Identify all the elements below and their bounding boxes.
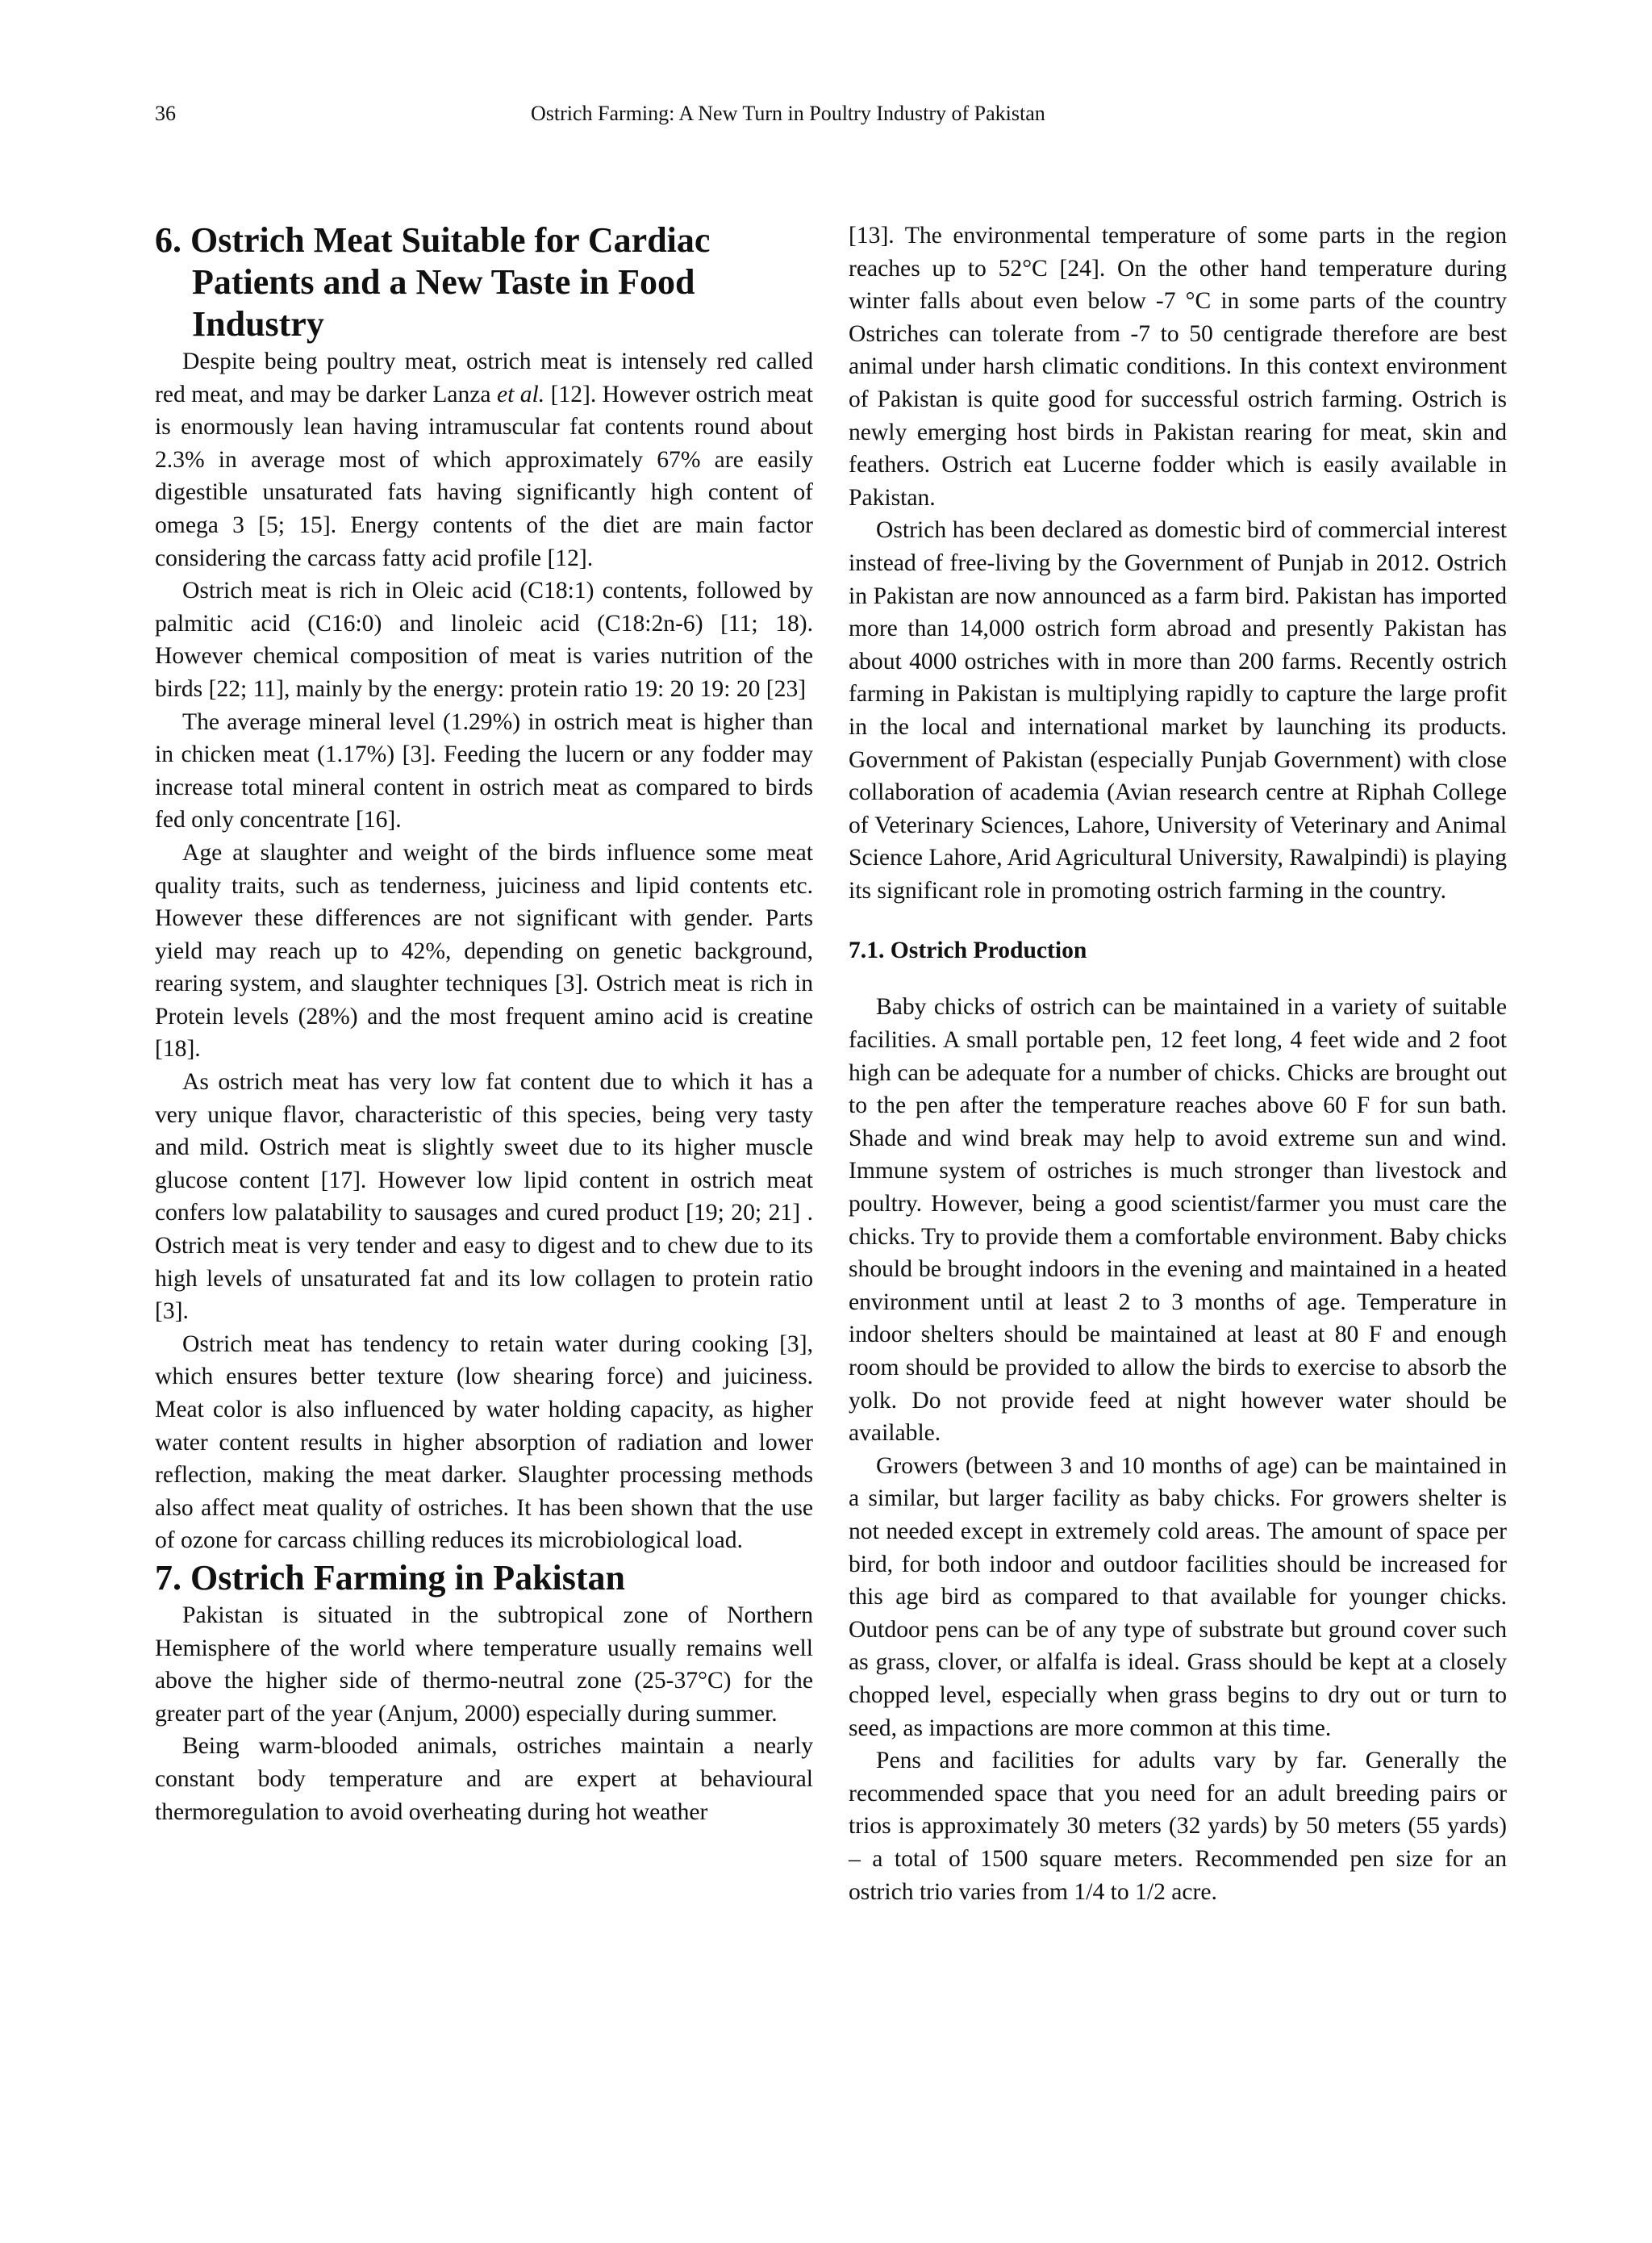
section-7-1-heading: 7.1. Ostrich Production	[849, 938, 1087, 964]
section-6-paragraph-4: Age at slaughter and weight of the birds influence some meat quality traits, such as tenderness, juiciness and lipid contents etc. However these differences are not significant with gender. Parts yield may reach up to 42%, depending on genetic background, rearing system, and slaughter techniques [3]. Ostrich meat is rich in Protein levels (28%) and the most frequent amino acid is creatine [18].	[155, 839, 813, 1063]
section-7-paragraph-2-continued: [13]. The environmental temperature of some parts in the region reaches up to 52°C [24]. On the other hand temperature during winter falls about even below -7 °C in some parts of the country Ostriches can tolerate from -7 to 50 centigrade therefore are best animal under harsh climatic conditions. In this context environment of Pakistan is quite good for successful ostrich farming. Ostrich is newly emerging host birds in Pakistan rearing for meat, skin and feathers. Ostrich eat Lucerne fodder which is easily available in Pakistan.	[849, 223, 1507, 511]
right-column	[849, 219, 1507, 1908]
section-7-1-paragraph-1: Baby chicks of ostrich can be maintained in a variety of suitable facilities. A small portable pen, 12 feet long, 4 feet wide and 2 foot high can be adequate for a number of chicks. Chicks are brought out to the pen after the temperature reaches above 60 F for sun bath. Shade and wind break may help to avoid extreme sun and wind. Immune system of ostriches is much stronger than livestock and poultry. However, being a good scientist/farmer you must care the chicks. Try to provide them a comfortable environment. Baby chicks should be brought indoors in the evening and maintained in a heated environment until at least 2 to 3 months of age. Temperature in indoor shelters should be maintained at least at 80 F and enough room should be provided to allow the birds to exercise to absorb the yolk. Do not provide feed at night however water should be available.	[849, 994, 1507, 1447]
section-6-paragraph-2: Ostrich meat is rich in Oleic acid (C18:1) contents, followed by palmitic acid (C16:0) and linoleic acid (C18:2n-6) [11; 18). However chemical composition of meat is varies nutrition of the birds [22; 11], mainly by the energy: protein ratio 19: 20 19: 20 [23]	[155, 578, 813, 702]
section-7-paragraph-3: Ostrich has been declared as domestic bird of commercial interest instead of free-living by the Government of Punjab in 2012. Ostrich in Pakistan are now announced as a farm bird. Pakistan has imported more than 14,000 ostrich form abroad and presently Pakistan has about 4000 ostriches with in more than 200 farms. Recently ostrich farming in Pakistan is multiplying rapidly to capture the large profit in the local and international market by launching its products. Government of Pakistan (especially Punjab Government) with close collaboration of academia (Avian research centre at Riphah College of Veterinary Sciences, Lahore, University of Veterinary and Animal Science Lahore, Arid Agricultural University, Rawalpindi) is playing its significant role in promoting ostrich farming in the country.	[849, 517, 1507, 904]
section-6-heading: 6. Ostrich Meat Suitable for Cardiac Patients and a New Taste in Food Industry	[155, 220, 711, 344]
running-title: Ostrich Farming: A New Turn in Poultry Industry of Pakistan	[531, 102, 1045, 125]
et-al: et al.	[496, 381, 545, 407]
section-6-paragraph-3: The average mineral level (1.29%) in ostrich meat is higher than in chicken meat (1.17%) [3]. Feeding the lucern or any fodder may increase total mineral content in ostrich meat as compared to birds fed only concentrate [16].	[155, 708, 813, 833]
section-7-paragraph-1: Pakistan is situated in the subtropical zone of Northern Hemisphere of the world where temperature usually remains well above the higher side of thermo-neutral zone (25-37°C) for the greater part of the year (Anjum, 2000) especially during summer.	[155, 1602, 813, 1727]
page-header	[155, 102, 1534, 134]
section-7-heading: 7. Ostrich Farming in Pakistan	[155, 1557, 626, 1598]
section-6-paragraph-5: As ostrich meat has very low fat content due to which it has a very unique flavor, characteristic of this species, being very tasty and mild. Ostrich meat is slightly sweet due to its higher muscle glucose content [17]. However low lipid content in ostrich meat confers low palatability to sausages and cured product [19; 20; 21] . Ostrich meat is very tender and easy to digest and to chew due to its high levels of unsaturated fat and its low collagen to protein ratio [3].	[155, 1069, 813, 1325]
section-6-paragraph-6: Ostrich meat has tendency to retain water during cooking [3], which ensures better texture (low shearing force) and juiciness. Meat color is also influenced by water holding capacity, as higher water content results in higher absorption of radiation and lower reflection, making the meat darker. Slaughter processing methods also affect meat quality of ostriches. It has been shown that the use of ozone for carcass chilling reduces its microbiological load.	[155, 1330, 813, 1554]
section-7-paragraph-2: Being warm-blooded animals, ostriches maintain a nearly constant body temperature and are expert at behavioural thermoregulation to avoid overheating during hot weather	[155, 1733, 813, 1825]
page-number: 36	[155, 102, 176, 125]
left-column	[155, 219, 813, 1828]
section-6-paragraph-1: Despite being poultry meat, ostrich meat is intensely red called red meat, and may be darker Lanza et al. [12]. However ostrich meat is enormously lean having intramuscular fat contents round about 2.3% in average most of which approximately 67% are easily digestible unsaturated fats having significantly high content of omega 3 [5; 15]. Energy contents of the diet are main factor considering the carcass fatty acid profile [12].	[155, 349, 813, 571]
section-7-1-paragraph-3: Pens and facilities for adults vary by far. Generally the recommended space that you need for an adult breeding pairs or trios is approximately 30 meters (32 yards) by 50 meters (55 yards) – a total of 1500 square meters. Recommended pen size for an ostrich trio varies from 1/4 to 1/2 acre.	[849, 1748, 1507, 1905]
section-7-1-paragraph-2: Growers (between 3 and 10 months of age) can be maintained in a similar, but larger facility as baby chicks. For growers shelter is not needed except in extremely cold areas. The amount of space per bird, for both indoor and outdoor facilities should be increased for this age bird as compared to that available for younger chicks. Outdoor pens can be of any type of substrate but ground cover such as grass, clover, or alfalfa is ideal. Grass should be kept at a closely chopped level, especially when grass begins to dry out or turn to seed, as impactions are more common at this time.	[849, 1452, 1507, 1741]
